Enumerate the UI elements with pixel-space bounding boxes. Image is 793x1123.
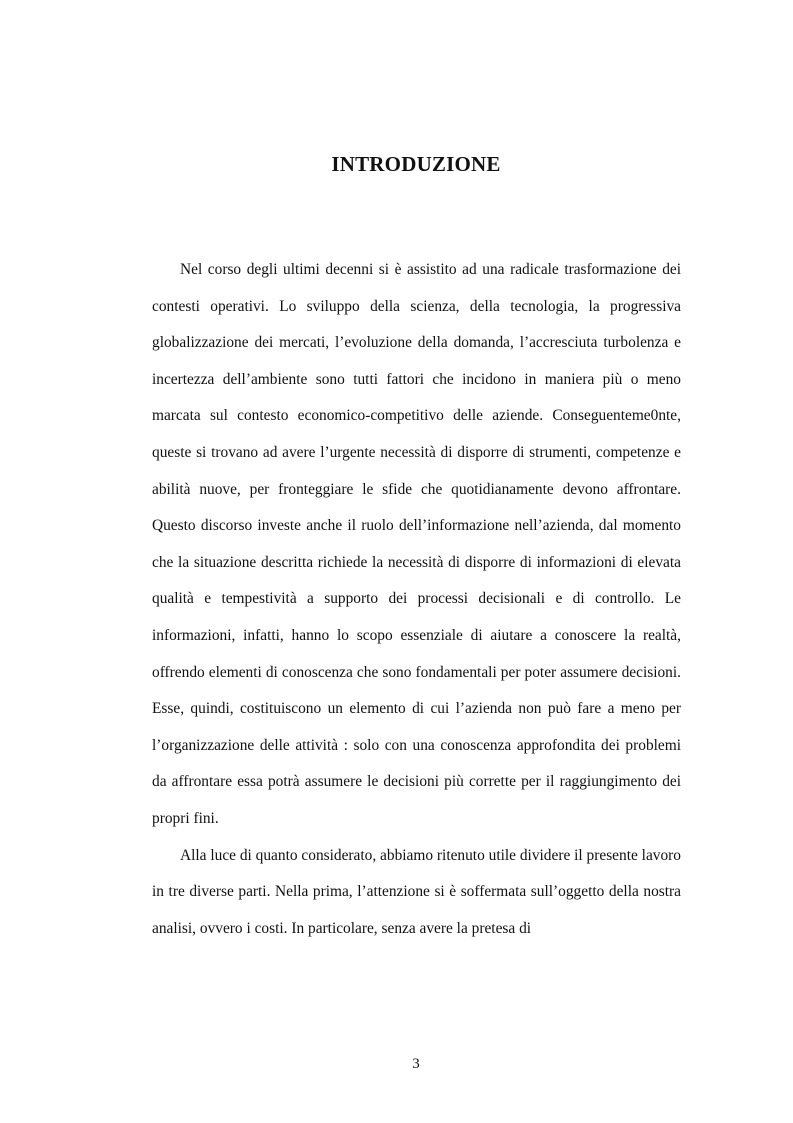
paragraph: Alla luce di quanto considerato, abbiamo ritenuto utile dividere il presente lavoro in tre diverse parti. Nella prima, l’attenzione si è soffermata sull’oggetto della nostra analisi, ovvero i costi. In particolare, senza avere la pretesa di [152, 846, 681, 937]
page-title: INTRODUZIONE [331, 152, 501, 176]
paragraph: Nel corso degli ultimi decenni si è assistito ad una radicale trasformazione dei contesti operativi. Lo sviluppo della scienza, della tecnologia, la progressiva globalizzazione dei mercati, l’evoluzione della domanda, l’accresciuta turbolenza e incertezza dell’ambiente sono tutti fattori che incidono in maniera più o meno marcata sul contesto economico-competitivo delle aziende. Conseguenteme0nte, queste si trovano ad avere l’urgente necessità di disporre di strumenti, competenze e abilità nuove, per fronteggiare le sfide che quotidianamente devono affrontare. Questo discorso investe anche il ruolo dell’informazione nell’azienda, dal momento che la situazione descritta richiede la necessità di disporre di informazioni di elevata qualità e tempestività a supporto dei processi decisionali e di controllo. Le informazioni, infatti, hanno lo scopo essenziale di aiutare a conoscere la realtà, offrendo elementi di conoscenza che sono fondamentali per poter assumere decisioni. Esse, quindi, costituiscono un elemento di cui l’azienda non può fare a meno per l’organizzazione delle attività : solo con una conoscenza approfondita dei problemi da affrontare essa potrà assumere le decisioni più corrette per il raggiungimento dei propri fini. [152, 261, 681, 827]
page-number: 3 [412, 1056, 420, 1072]
body-text [152, 252, 681, 947]
